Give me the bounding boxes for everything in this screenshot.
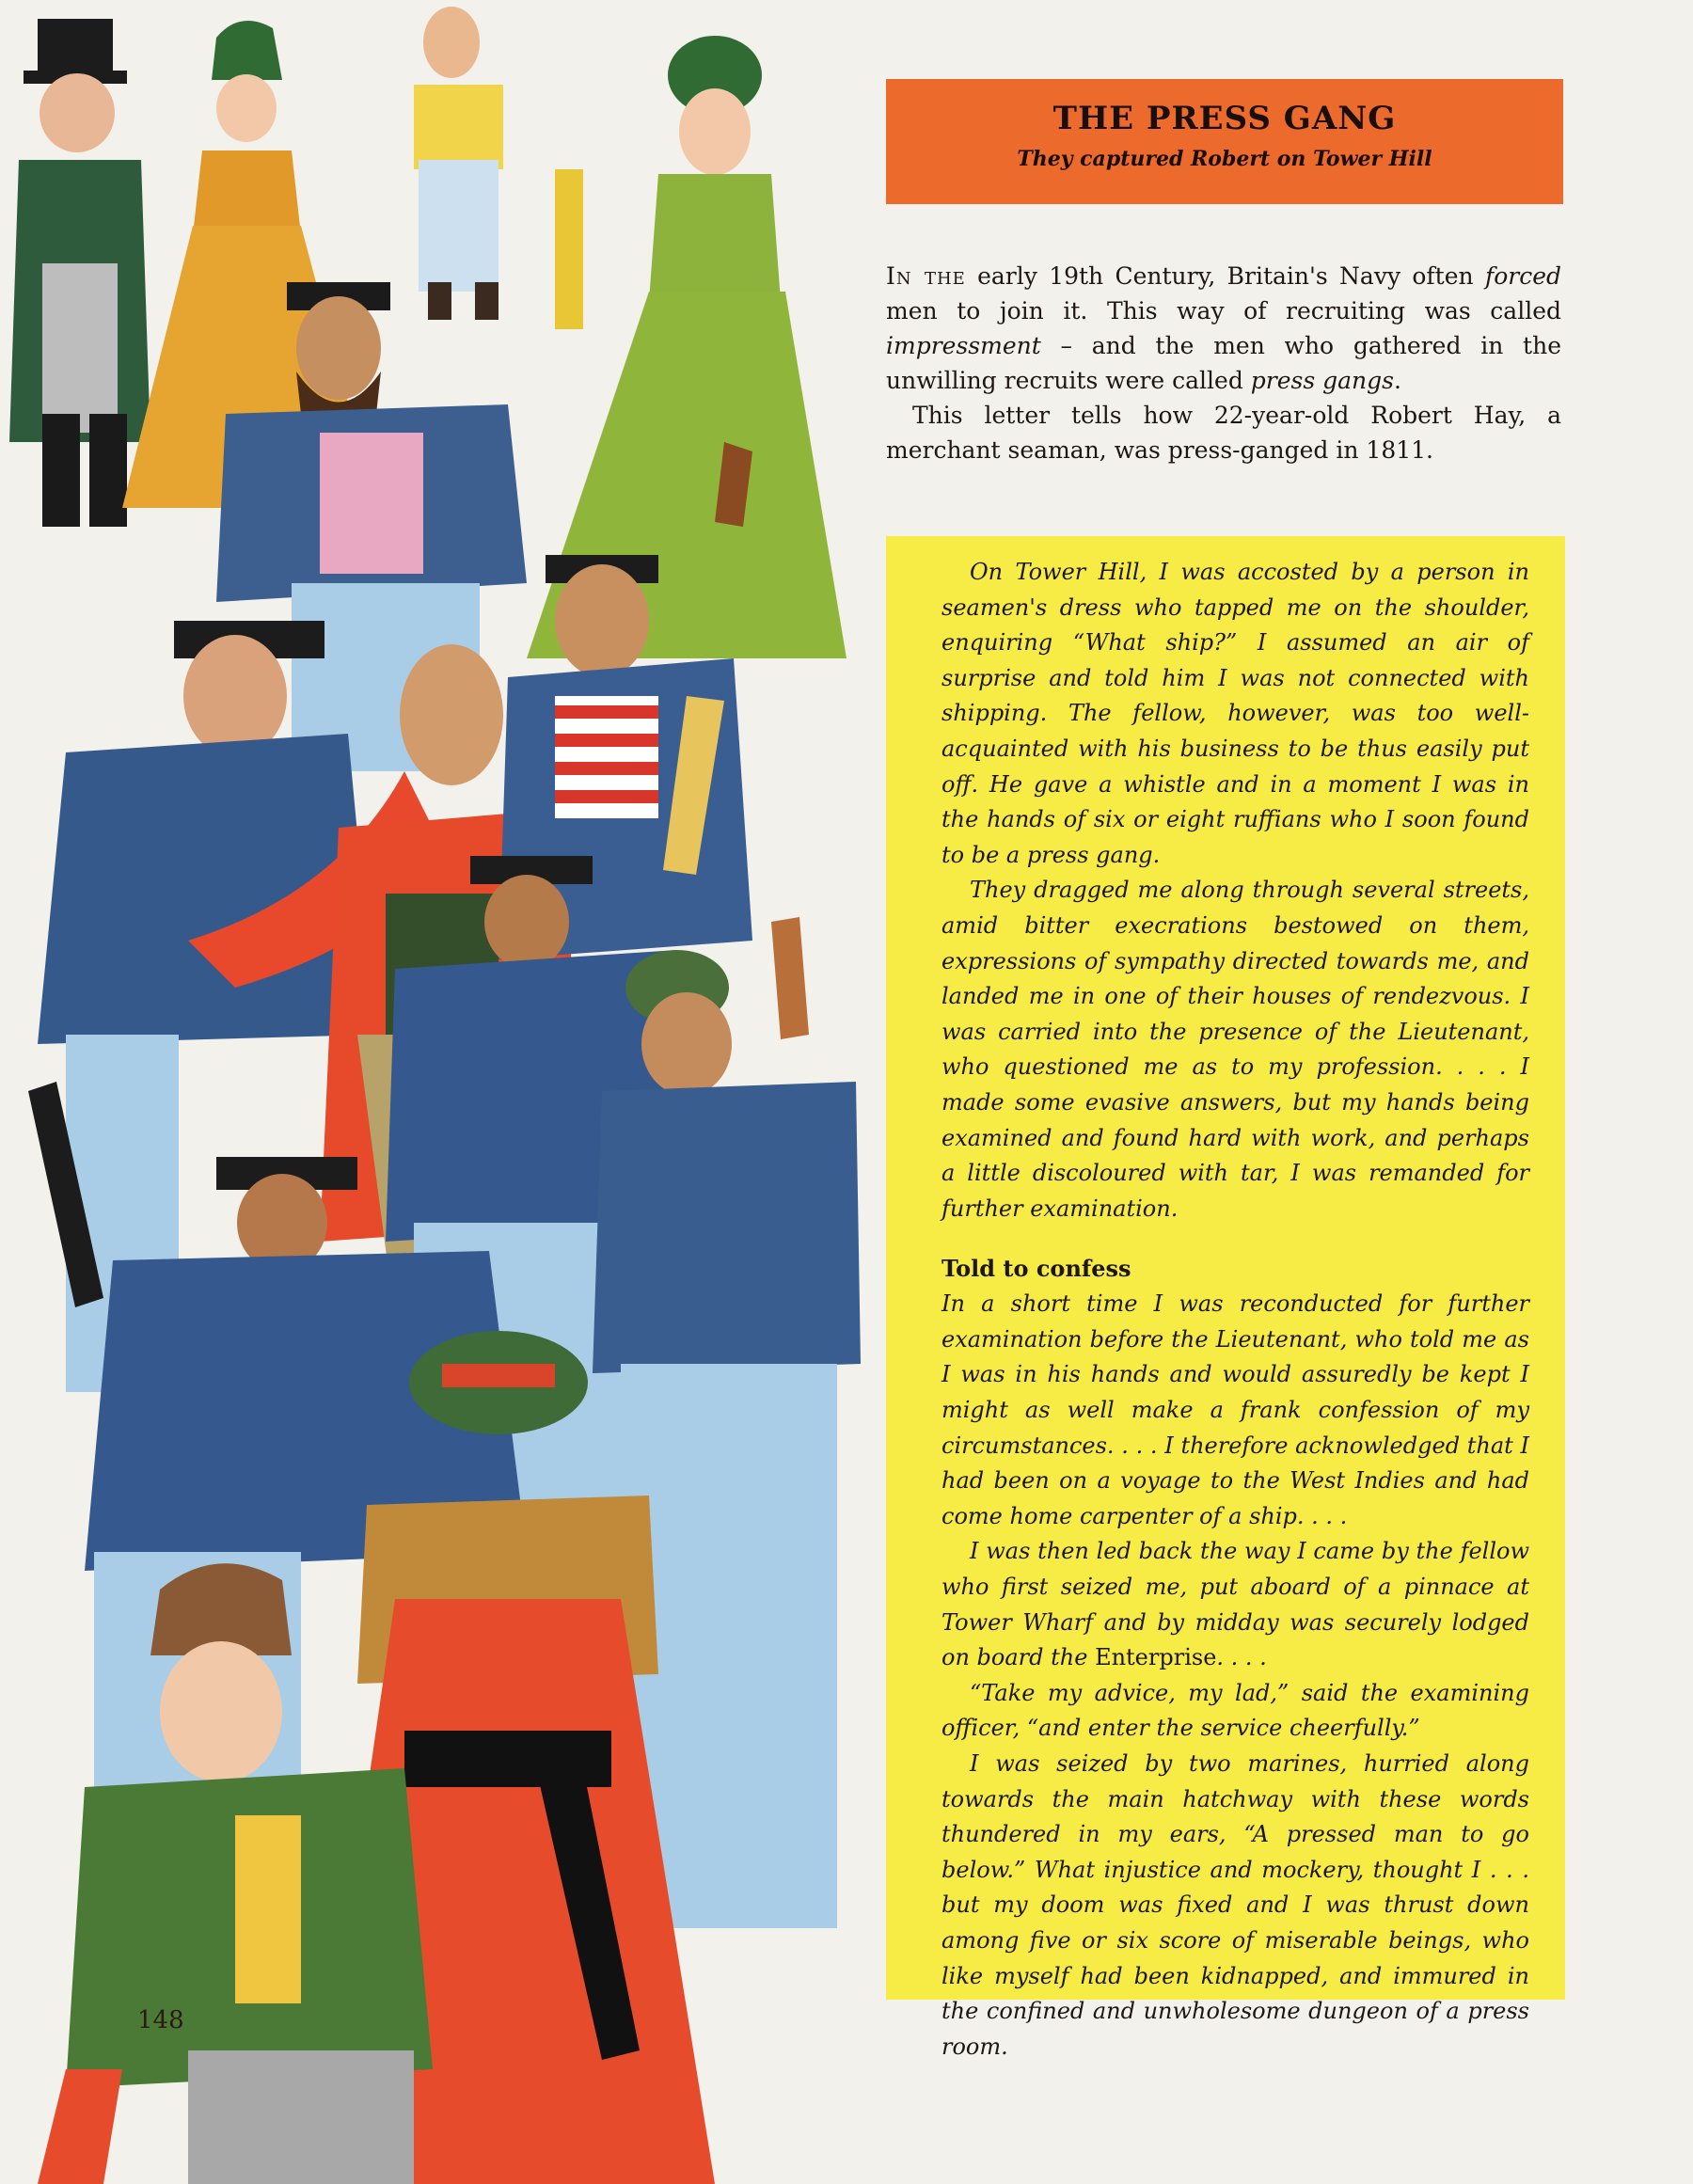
intro-lead-in: In the	[886, 262, 966, 290]
intro-emphasis: press gangs	[1250, 367, 1394, 394]
letter-paragraph-3: In a short time I was reconducted for further examination before the Lieutenant, who told me as I was in his hands and would assuredly be kept I might as well make a frank confession of my circumstances. . . . I therefore acknowledged that I had been on a voyage to the West Indies and had come home carpenter of a ship. . . .	[941, 1290, 1529, 1529]
letter-paragraph-5: “Take my advice, my lad,” said the examining officer, “and enter the service cheerfully.”	[941, 1679, 1529, 1742]
intro-text-segment: .	[1393, 367, 1401, 394]
man-apron-figure	[414, 7, 503, 320]
title-banner	[886, 79, 1563, 204]
intro-emphasis: impressment	[886, 332, 1041, 359]
ship-name: Enterprise	[1095, 1644, 1217, 1671]
intro-text	[886, 259, 1561, 467]
letter-paragraph-4	[941, 1534, 1529, 1675]
letter-paragraph-1: On Tower Hill, I was accosted by a person in seamen's dress who tapped me on the shoulder, enquiring “What ship?” I assumed an air of surprise and told him I was not connected with shipping. The fellow, however, was too well-acquainted with his business to be thus easily put off. He gave a whistle and in a moment I was in the hands of six or eight ruffians who I soon found to be a press gang.	[941, 559, 1529, 868]
letter-paragraph-6: I was seized by two marines, hurried along towards the main hatchway with these words thundered in my ears, “A pressed man to go below.” What injustice and mockery, thought I . . . but my doom was fixed and I was thrust down among five or six score of miserable beings, who like myself had been kidnapped, and immured in the confined and unwholesome dungeon of a press room.	[941, 1750, 1529, 2060]
page-title: THE PRESS GANG	[1052, 100, 1397, 137]
intro-text-segment: – and the men who gathered in the unwilling recruits were called	[886, 332, 1561, 394]
page-number: 148	[137, 2006, 184, 2034]
letter-excerpt-box	[886, 536, 1565, 2060]
letter-text-segment: . . . .	[1216, 1644, 1267, 1671]
letter-paragraph-2: They dragged me along through several streets, amid bitter execrations bestowed on them, expressions of sympathy directed towards me, and landed me in one of their houses of rendezvous. I was carried into the presence of the Lieutenant, who questioned me as to my profession. . . . I made some evasive answers, but my hands being examined and found hard with work, and perhaps a little discoloured with tar, I was remanded for further examination.	[941, 877, 1529, 1222]
intro-emphasis: forced	[1484, 262, 1561, 290]
intro-text-segment: early 19th Century, Britain's Navy often	[965, 262, 1485, 290]
page-subtitle: They captured Robert on Tower Hill	[1017, 147, 1432, 171]
intro-paragraph-1	[886, 259, 1561, 398]
intro-text-segment: men to join it. This way of recruiting was called	[886, 297, 1561, 324]
letter-text-segment: I was then led back the way I came by the fellow who first seized me, put aboard of a pinnace at Tower Wharf and by midday was securely lodged on board the	[941, 1538, 1529, 1671]
gentleman-figure	[9, 19, 150, 527]
intro-paragraph-2: This letter tells how 22-year-old Robert Hay, a merchant seaman, was press-ganged in 1811.	[886, 402, 1561, 464]
letter-section-heading: Told to confess	[941, 1255, 1131, 1283]
